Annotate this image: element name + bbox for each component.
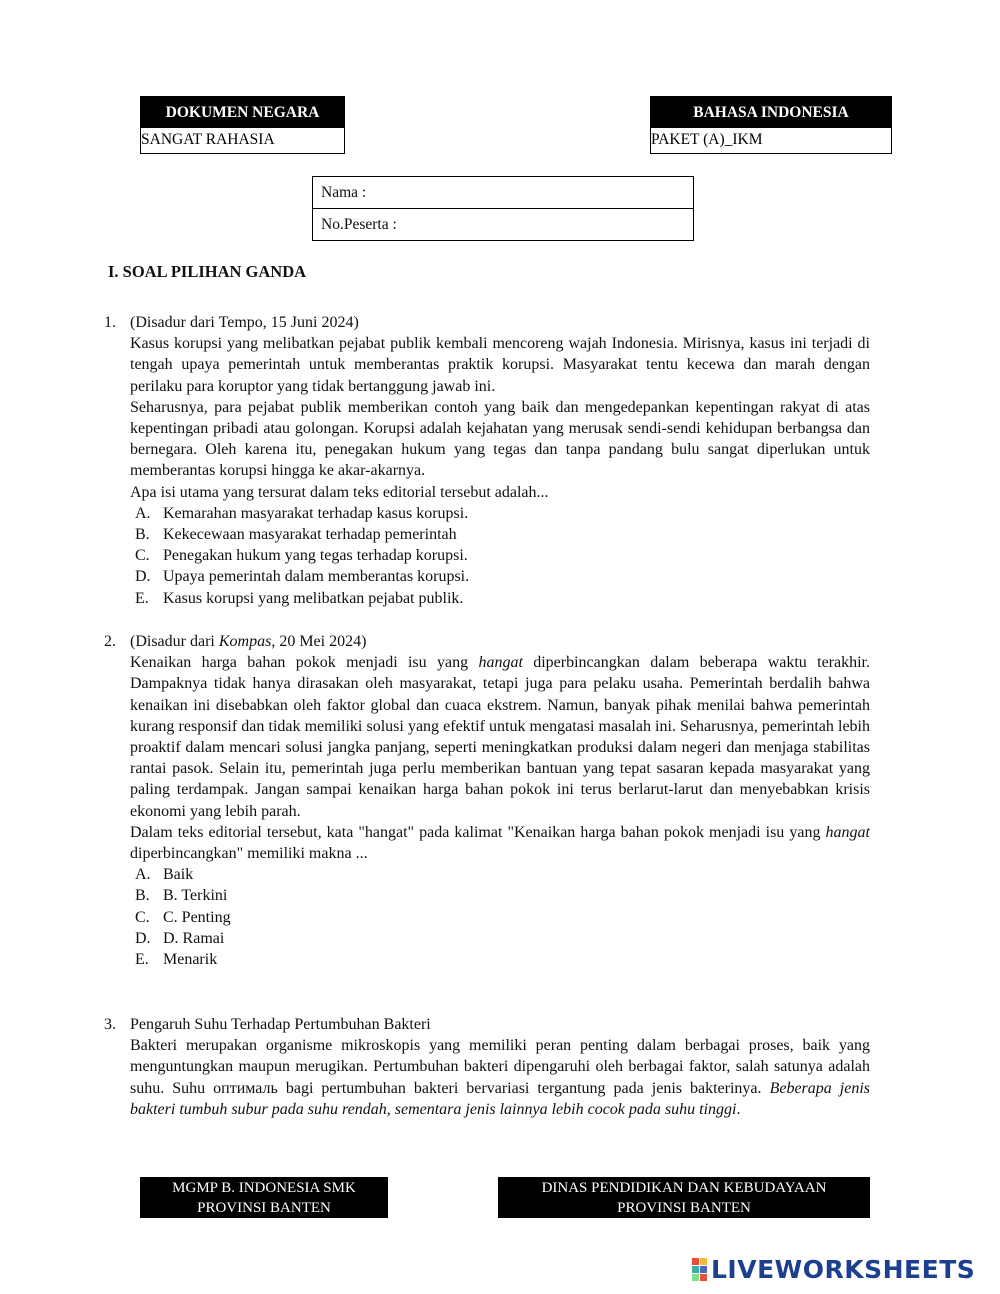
brand-name: LIVEWORKSHEETS — [711, 1254, 976, 1284]
option-c[interactable] — [130, 907, 870, 928]
option-e[interactable] — [130, 949, 870, 970]
option-letter: A. — [135, 504, 151, 522]
section-title: I. SOAL PILIHAN GANDA — [108, 262, 307, 281]
option-letter: B. — [135, 887, 150, 905]
secrecy-level: SANGAT RAHASIA — [140, 128, 345, 154]
option-letter: A. — [135, 866, 151, 884]
name-field[interactable]: Nama : — [321, 184, 367, 201]
question-source: (Disadur dari Kompas, 20 Mei 2024) — [130, 633, 367, 650]
option-letter: C. — [135, 908, 150, 926]
document-classification: DOKUMEN NEGARA — [140, 96, 345, 128]
option-text: B. Terkini — [163, 887, 228, 905]
option-d[interactable] — [130, 928, 870, 949]
question-paragraph: Seharusnya, para pejabat publik memberikan contoh yang baik dan mengedepankan kepentingan rakyat di atas kepentingan pribadi atau golongan. Korupsi adalah kejahatan yang merusak sendi-sendi kehidupan berbangsa dan bernegara. Oleh karena itu, penegakan hukum yang tegas dan tanpa pandang bulu sangat diperlukan untuk memberantas korupsi hingga ke akar-akarnya. — [130, 398, 870, 480]
option-text: Kemarahan masyarakat terhadap kasus korupsi. — [163, 504, 469, 522]
question-1 — [104, 312, 870, 609]
footer-left-line: PROVINSI BANTEN — [197, 1200, 331, 1216]
option-a[interactable] — [130, 864, 870, 885]
subject-title: BAHASA INDONESIA — [650, 96, 892, 128]
option-c[interactable] — [130, 545, 870, 566]
option-letter: C. — [135, 547, 150, 565]
question-paragraph: Kenaikan harga bahan pokok menjadi isu yang hangat diperbincangkan dalam beberapa waktu terakhir. Dampaknya tidak hanya dirasakan oleh masyarakat, tetapi juga para pelaku usaha. Pemerintah berdalih bahwa kenaikan ini disebabkan oleh faktor global dan cuaca ekstrem. Namun, banyak pihak menilai bahwa pemerintah kurang responsif dan tidak memiliki solusi yang efektif untuk mengatasi masalah ini. Seharusnya, pemerintah lebih proaktif dalam mencari solusi jangka panjang, seperti meningkatkan produksi dalam negeri dan menjaga stabilitas rantai pasok. Selain itu, pemerintah juga perlu memberikan bantuan yang tepat sasaran kepada masyarakat yang paling terdampak. Jangan sampai kenaikan harga bahan pokok ini terus berlarut-larut dan menyebabkan krisis ekonomi yang lebih parah. — [130, 654, 871, 820]
question-prompt: Dalam teks editorial tersebut, kata "hangat" pada kalimat "Kenaikan harga bahan pokok menjadi isu yang hangat diperbincangkan" memiliki makna ... — [130, 823, 870, 863]
option-text: Upaya pemerintah dalam memberantas korupsi. — [163, 568, 470, 586]
option-text: Penegakan hukum yang tegas terhadap korupsi. — [163, 547, 468, 565]
question-number: 2. — [104, 633, 116, 650]
option-a[interactable] — [130, 503, 870, 524]
question-number: 3. — [104, 1016, 116, 1033]
question-2 — [104, 631, 870, 970]
header-left-box — [140, 96, 345, 154]
option-b[interactable] — [130, 885, 870, 906]
option-letter: D. — [135, 929, 151, 947]
footer-right-box — [498, 1177, 870, 1218]
question-number: 1. — [104, 314, 116, 331]
package-code: PAKET (A)_IKM — [650, 128, 892, 154]
option-b[interactable] — [130, 524, 870, 545]
option-text: Kekecewaan masyarakat terhadap pemerintah — [163, 526, 457, 544]
question-source: (Disadur dari Tempo, 15 Juni 2024) — [130, 314, 359, 331]
option-letter: E. — [135, 589, 149, 607]
liveworksheets-brand[interactable] — [692, 1254, 975, 1284]
header-right-box — [650, 96, 892, 154]
footer-right-line: PROVINSI BANTEN — [617, 1200, 751, 1216]
question-title: Pengaruh Suhu Terhadap Pertumbuhan Bakteri — [130, 1016, 431, 1033]
option-text: Baik — [163, 866, 194, 884]
answer-options — [130, 503, 870, 609]
question-paragraph: Bakteri merupakan organisme mikroskopis yang memiliki peran penting dalam berbagai proses, baik yang menguntungkan maupun merugikan. Pertumbuhan bakteri dipengaruhi oleh berbagai faktor, salah satunya adalah suhu. Suhu оптималь bagi pertumbuhan bakteri bervariasi tergantung pada jenis bakterinya. Beberapa jenis bakteri tumbuh subur pada suhu rendah, sementara jenis lainnya lebih cocok pada suhu tinggi. — [130, 1037, 871, 1118]
identity-box — [312, 176, 694, 241]
footer-left-line: MGMP B. INDONESIA SMK — [172, 1180, 356, 1196]
question-prompt: Apa isi utama yang tersurat dalam teks editorial tersebut adalah... — [130, 483, 549, 501]
option-text: C. Penting — [163, 908, 231, 926]
option-letter: B. — [135, 526, 150, 544]
participant-number-field[interactable]: No.Peserta : — [313, 208, 693, 240]
question-3 — [104, 1014, 870, 1120]
option-text: Kasus korupsi yang melibatkan pejabat publik. — [163, 589, 464, 607]
footer-right-line: DINAS PENDIDIKAN DAN KEBUDAYAAN — [541, 1180, 827, 1196]
option-e[interactable] — [130, 588, 870, 609]
option-text: D. Ramai — [163, 929, 225, 947]
option-letter: D. — [135, 568, 151, 586]
footer-left-box — [140, 1177, 388, 1218]
option-d[interactable] — [130, 566, 870, 587]
question-paragraph: Kasus korupsi yang melibatkan pejabat publik kembali mencoreng wajah Indonesia. Mirisnya, kasus ini terjadi di tengah upaya pemerintah untuk memberantas praktik korupsi. Masyarakat tentu kecewa dan marah dengan perilaku para koruptor yang tidak bertanggung jawab ini. — [130, 335, 870, 395]
liveworksheets-logo-icon — [692, 1258, 707, 1281]
answer-options — [130, 864, 870, 970]
option-text: Menarik — [163, 951, 218, 969]
option-letter: E. — [135, 951, 149, 969]
